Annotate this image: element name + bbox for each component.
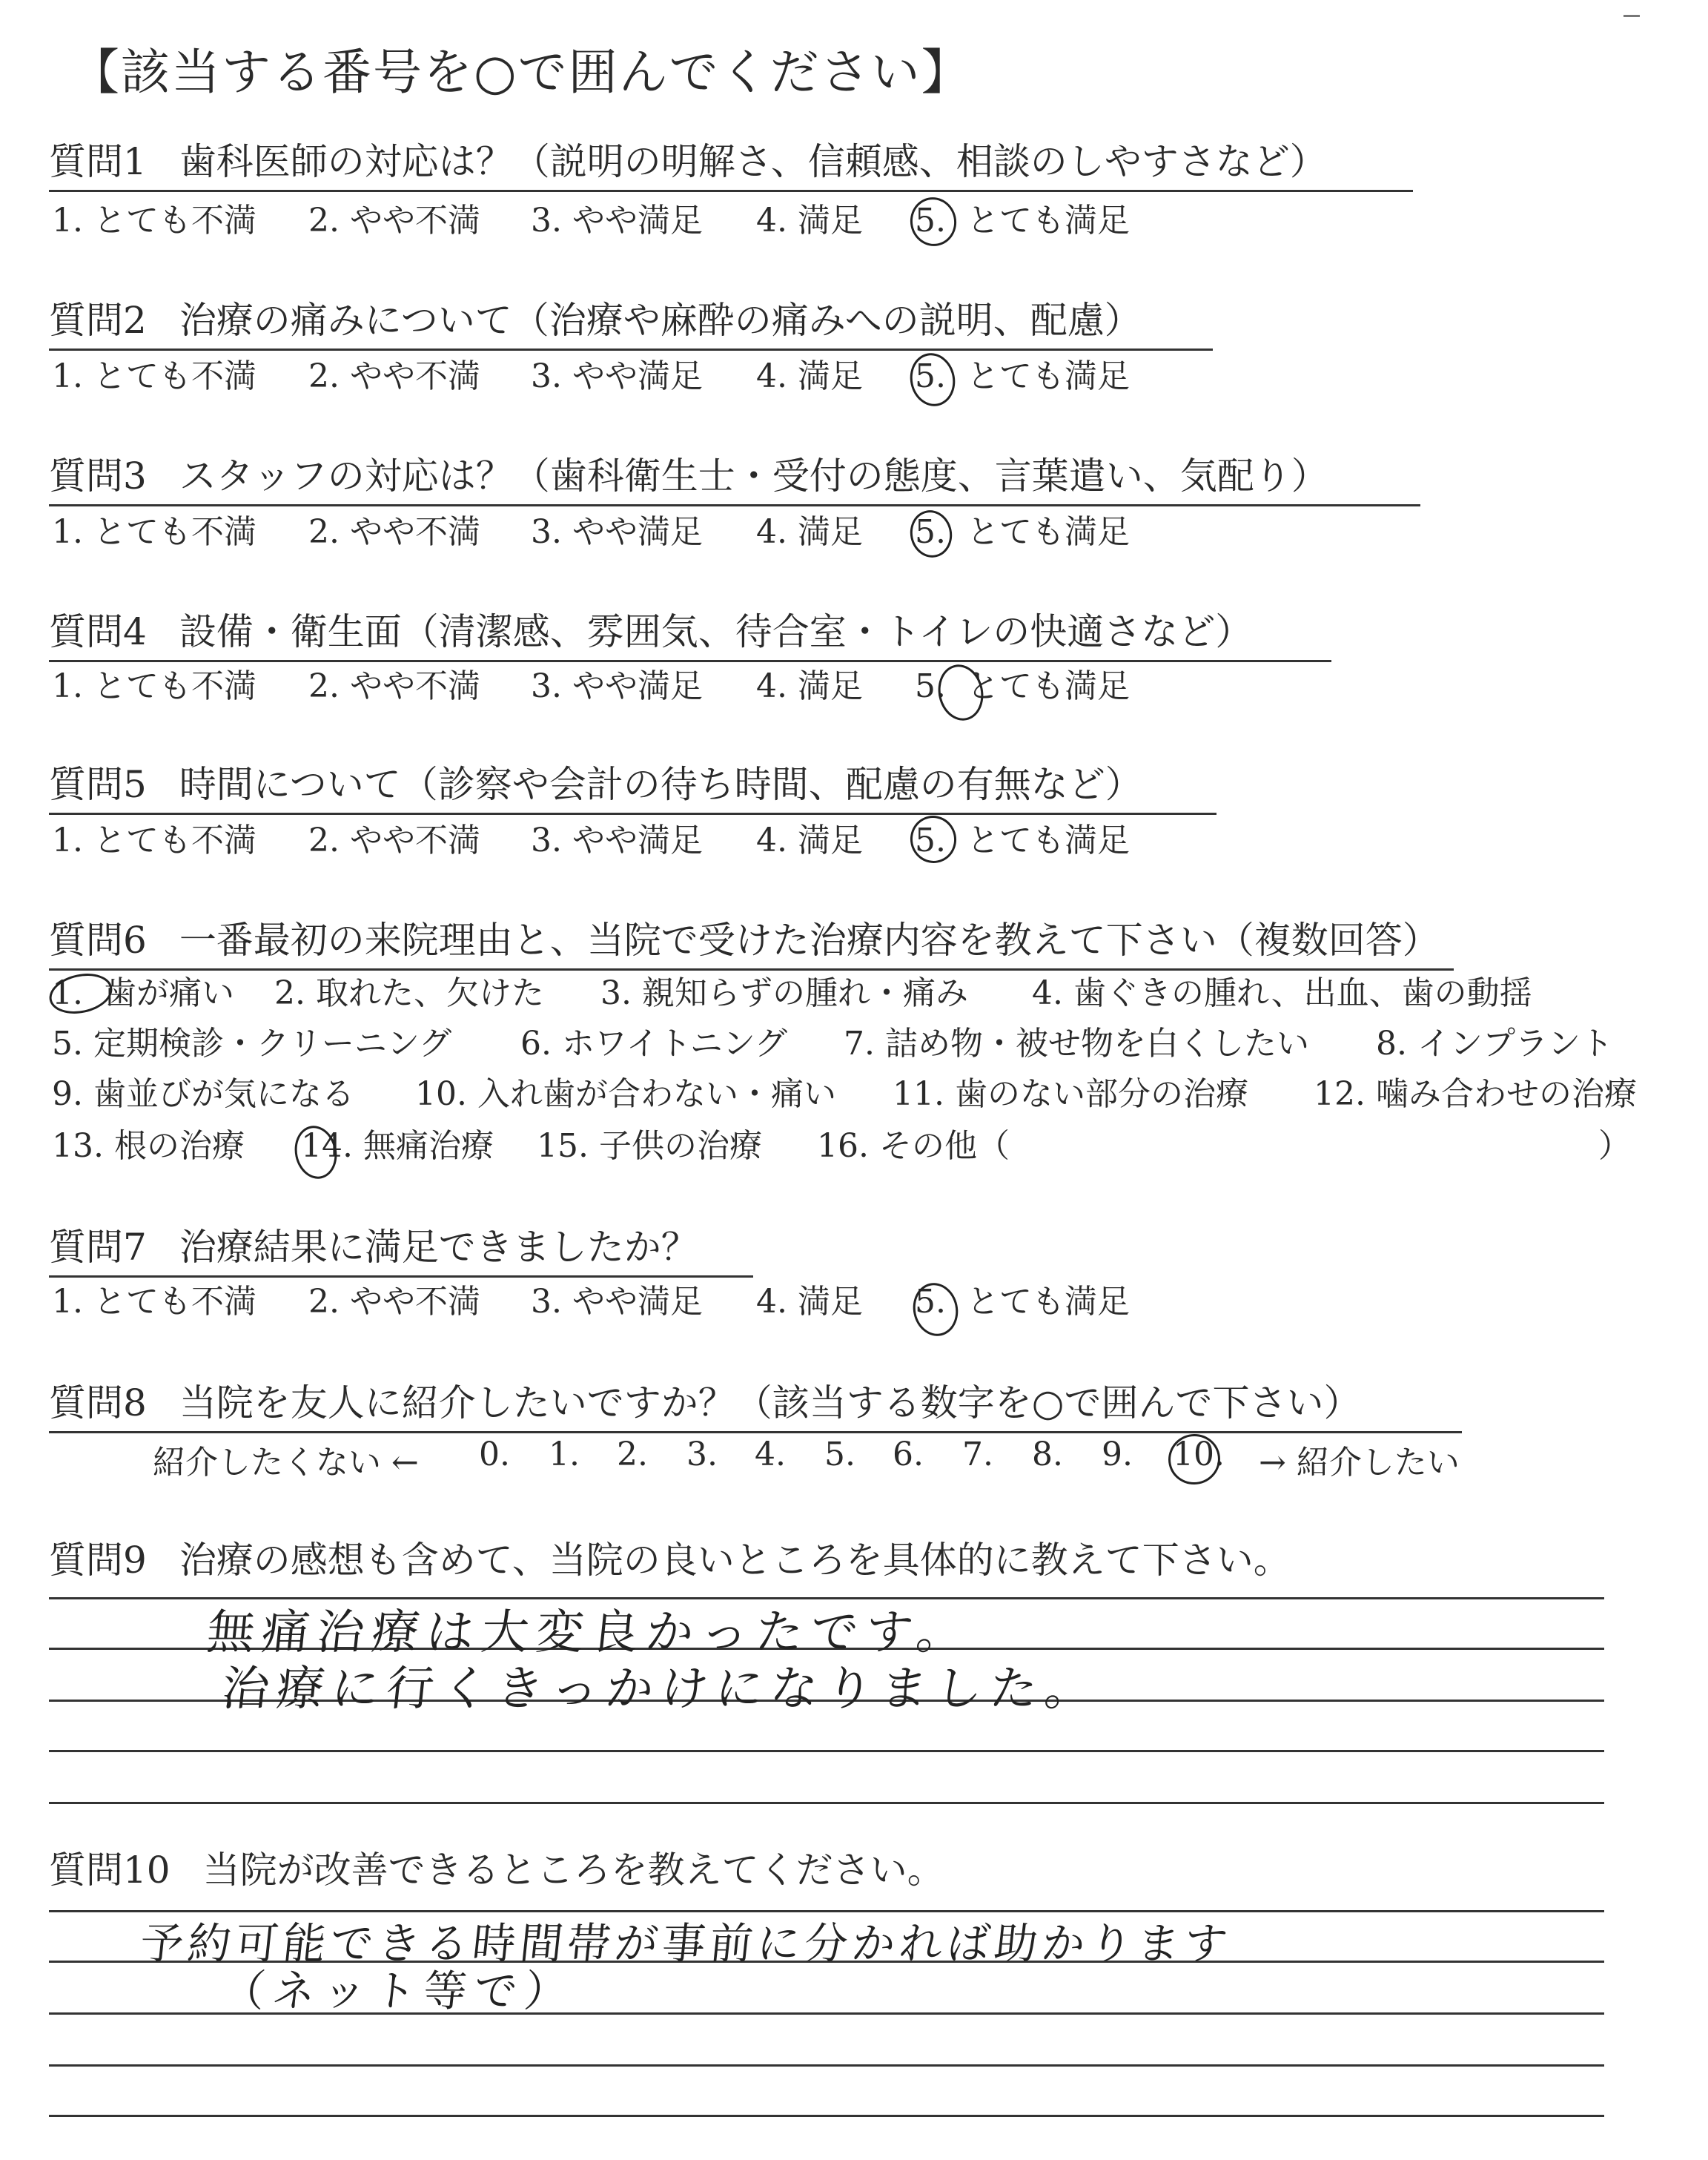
question-number: 質問7 [49, 1226, 147, 1269]
option-9[interactable]: 9. 歯並びが気になる [52, 1075, 354, 1113]
question-7-heading [49, 1223, 753, 1278]
question-text: 治療の痛みについて（治療や麻酔の痛みへの説明、配慮） [179, 299, 1142, 342]
question-text: 当院を友人に紹介したいですか？（該当する数字を○で囲んで下さい） [179, 1381, 1361, 1424]
option-8[interactable]: 8. インプラント [1376, 1025, 1613, 1063]
option-1[interactable]: 1. とても不満 [52, 202, 256, 240]
option-4[interactable]: 4. 歯ぐきの腫れ、出血、歯の動揺 [1032, 974, 1532, 1012]
option-14-label: 無痛治療 [363, 1127, 494, 1165]
circled-answer-mark [906, 506, 956, 561]
page-title: 【該当する番号を○で囲んでください】 [70, 44, 972, 101]
question-4-heading [49, 608, 1331, 662]
question-text: 一番最初の来院理由と、当院で受けた治療内容を教えて下さい（複数回答） [179, 919, 1440, 962]
question-text: 歯科医師の対応は？（説明の明解さ、信頼感、相談のしやすさなど） [179, 140, 1327, 183]
question-2-heading [49, 297, 1213, 351]
scale-number-3[interactable]: 3. [686, 1436, 718, 1473]
option-5[interactable]: 5. 定期検診・クリーニング [52, 1025, 452, 1063]
answer-line [49, 1750, 1604, 1752]
answer-line [49, 2115, 1604, 2117]
option-3[interactable]: 3. やや満足 [531, 822, 703, 859]
question-number: 質問5 [49, 763, 147, 806]
option-3[interactable]: 3. やや満足 [531, 667, 703, 705]
option-6[interactable]: 6. ホワイトニング [520, 1025, 788, 1063]
question-number: 質問10 [49, 1849, 171, 1892]
question-8-heading [49, 1379, 1462, 1433]
option-4[interactable]: 4. 満足 [756, 202, 863, 240]
question-1-heading [49, 138, 1413, 192]
question-6-heading [49, 916, 1454, 971]
option-5[interactable]: 5. [915, 357, 946, 395]
question-number: 質問2 [49, 299, 147, 342]
option-1[interactable]: 1. とても不満 [52, 513, 256, 551]
question-number: 質問9 [49, 1539, 147, 1582]
option-3[interactable]: 3. やや満足 [531, 202, 703, 240]
question-text: スタッフの対応は？（歯科衛生士・受付の態度、言葉遣い、気配り） [179, 455, 1328, 498]
option-11[interactable]: 11. 歯のない部分の治療 [893, 1075, 1248, 1113]
scale-number-4[interactable]: 4. [755, 1436, 786, 1473]
handwritten-answer-10-line-1: 予約可能できる時間帯が事前に分かれば助かります [137, 1918, 1235, 1969]
option-7[interactable]: 7. 詰め物・被せ物を白くしたい [844, 1025, 1309, 1063]
option-5-label: とても満足 [967, 357, 1130, 395]
scan-mark [1623, 15, 1640, 17]
handwritten-answer-9-line-1: 無痛治療は大変良かったです。 [204, 1605, 975, 1660]
question-number: 質問1 [49, 140, 147, 183]
question-number: 質問4 [49, 610, 147, 653]
option-3[interactable]: 3. 親知らずの腫れ・痛み [600, 974, 968, 1012]
option-1[interactable]: 1. とても不満 [52, 822, 256, 859]
question-number: 質問3 [49, 455, 147, 498]
answer-line [49, 2064, 1604, 2067]
option-16-close: ） [1598, 1127, 1631, 1165]
question-3-heading [49, 452, 1420, 506]
scale-number-5[interactable]: 5. [824, 1436, 855, 1473]
option-10[interactable]: 10. 入れ歯が合わない・痛い [415, 1075, 836, 1113]
circled-answer-mark [906, 193, 961, 250]
option-15[interactable]: 15. 子供の治療 [537, 1127, 762, 1165]
scale-number-0[interactable]: 0. [479, 1436, 510, 1473]
scale-number-6[interactable]: 6. [893, 1436, 924, 1473]
question-text: 時間について（診察や会計の待ち時間、配慮の有無など） [179, 763, 1142, 806]
question-10-heading [49, 1846, 944, 1898]
option-3[interactable]: 3. やや満足 [531, 513, 703, 551]
question-text: 設備・衛生面（清潔感、雰囲気、待合室・トイレの快適さなど） [179, 610, 1253, 653]
option-1[interactable]: 1. とても不満 [52, 357, 256, 395]
option-5[interactable]: 5. [915, 513, 946, 551]
option-3[interactable]: 3. やや満足 [531, 1283, 703, 1321]
option-2[interactable]: 2. やや不満 [308, 667, 480, 705]
option-12[interactable]: 12. 噛み合わせの治療 [1314, 1075, 1637, 1113]
question-number: 質問6 [49, 919, 147, 962]
option-5-label: とても満足 [967, 1283, 1130, 1321]
handwritten-answer-10-line-2: （ネット等で） [219, 1966, 578, 2016]
option-2[interactable]: 2. やや不満 [308, 513, 480, 551]
option-13[interactable]: 13. 根の治療 [52, 1127, 245, 1165]
option-5[interactable]: 5. [915, 822, 946, 859]
option-5-label: とても満足 [967, 667, 1130, 705]
option-2[interactable]: 2. やや不満 [308, 1283, 480, 1321]
option-4[interactable]: 4. 満足 [756, 822, 863, 859]
recommend-scale [153, 1436, 1561, 1480]
option-4[interactable]: 4. 満足 [756, 667, 863, 705]
scale-right-label: → 紹介したい [1259, 1444, 1460, 1482]
option-1[interactable]: 1. とても不満 [52, 1283, 256, 1321]
question-text: 当院が改善できるところを教えてください。 [202, 1849, 944, 1892]
option-5[interactable]: 5. [915, 667, 946, 705]
option-3[interactable]: 3. やや満足 [531, 357, 703, 395]
option-5-label: とても満足 [967, 822, 1130, 859]
circled-answer-mark [905, 349, 960, 411]
answer-line [49, 1802, 1604, 1804]
option-2[interactable]: 2. やや不満 [308, 202, 480, 240]
scale-number-8[interactable]: 8. [1032, 1436, 1063, 1473]
scale-number-10[interactable]: 10. [1173, 1436, 1225, 1473]
scale-left-label: 紹介したくない ← [153, 1444, 419, 1482]
question-number: 質問8 [49, 1381, 147, 1424]
handwritten-answer-9-line-2: 治療に行くきっかけになりました。 [219, 1662, 1103, 1717]
scale-number-1[interactable]: 1. [549, 1436, 580, 1473]
option-1-label: 歯が痛い [104, 974, 234, 1012]
scale-number-9[interactable]: 9. [1102, 1436, 1133, 1473]
scale-number-7[interactable]: 7. [962, 1436, 993, 1473]
option-1[interactable]: 1. [52, 974, 83, 1012]
option-1[interactable]: 1. とても不満 [52, 667, 256, 705]
question-text: 治療の感想も含めて、当院の良いところを具体的に教えて下さい。 [179, 1539, 1291, 1582]
scale-number-2[interactable]: 2. [617, 1436, 648, 1473]
option-5-label: とても満足 [967, 513, 1130, 551]
option-4[interactable]: 4. 満足 [756, 1283, 863, 1321]
option-2[interactable]: 2. やや不満 [308, 357, 480, 395]
question-5-heading [49, 761, 1217, 815]
option-16[interactable]: 16. その他（ [817, 1127, 1010, 1165]
option-2[interactable]: 2. 取れた、欠けた [274, 974, 544, 1012]
option-5[interactable]: 5. [915, 202, 946, 240]
option-2[interactable]: 2. やや不満 [308, 822, 480, 859]
question-text: 治療結果に満足できましたか？ [179, 1226, 698, 1269]
option-5[interactable]: 5. [915, 1283, 946, 1321]
option-4[interactable]: 4. 満足 [756, 513, 863, 551]
option-5-label: とても満足 [967, 202, 1130, 240]
question-9-heading [49, 1536, 1291, 1588]
option-14[interactable]: 14. [301, 1127, 353, 1165]
option-4[interactable]: 4. 満足 [756, 357, 863, 395]
